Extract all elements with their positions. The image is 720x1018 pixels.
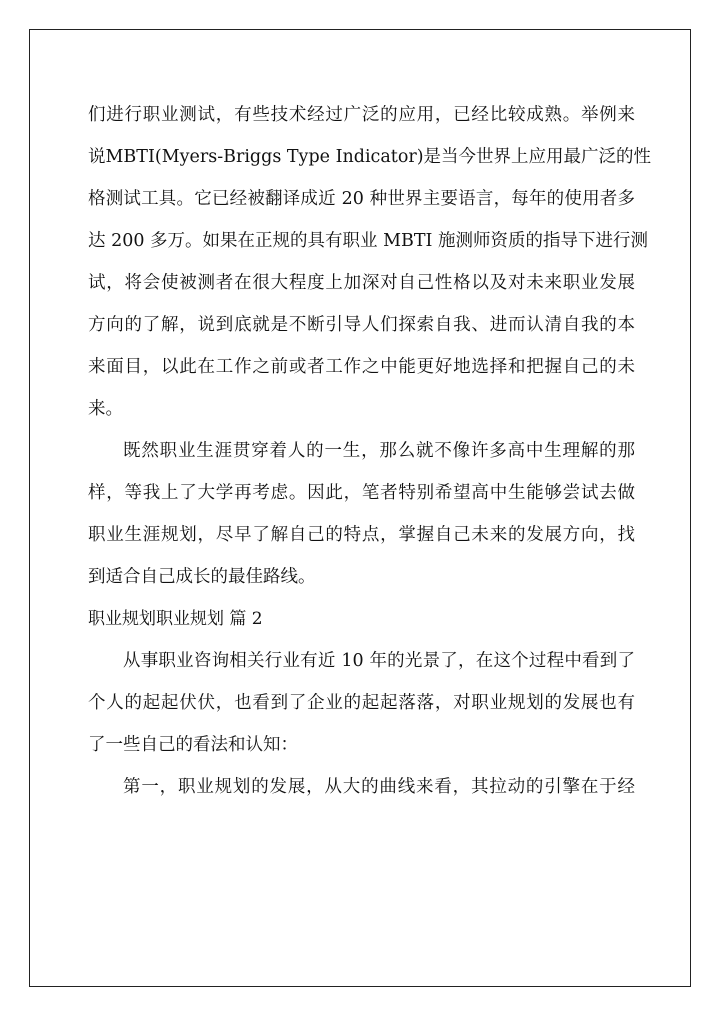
paragraph-experience <box>88 640 635 766</box>
text-line: 格测试工具。它已经被翻译成近 20 种世界主要语言，每年的使用者多 <box>88 189 635 209</box>
section-heading: 职业规划职业规划 篇 2 <box>88 609 263 629</box>
text-line: 达 200 多万。如果在正规的具有职业 MBTI 施测师资质的指导下进行测 <box>88 231 649 251</box>
text-line: 从事职业咨询相关行业有近 10 年的光景了，在这个过程中看到了 <box>123 651 635 671</box>
text-line: 了一些自己的看法和认知： <box>88 735 298 755</box>
text-line: 试，将会使被测者在很大程度上加深对自己性格以及对未来职业发展 <box>88 273 635 293</box>
text-line: 既然职业生涯贯穿着人的一生，那么就不像许多高中生理解的那 <box>123 441 635 461</box>
paragraph-mbti <box>88 94 652 430</box>
document-body <box>88 94 652 808</box>
text-line: 方向的了解，说到底就是不断引导人们探索自我、进而认清自我的本 <box>88 315 635 335</box>
text-line: 个人的起起伏伏，也看到了企业的起起落落，对职业规划的发展也有 <box>88 693 635 713</box>
text-line: 样，等我上了大学再考虑。因此，笔者特别希望高中生能够尝试去做 <box>88 483 635 503</box>
text-line: 们进行职业测试，有些技术经过广泛的应用，已经比较成熟。举例来 <box>88 105 635 125</box>
text-line: 来。 <box>88 399 123 419</box>
text-line: 说MBTI(Myers-Briggs Type Indicator)是当今世界上应用最广泛的性 <box>88 147 652 167</box>
text-line: 到适合自己成长的最佳路线。 <box>88 567 316 587</box>
text-line: 第一，职业规划的发展，从大的曲线来看，其拉动的引擎在于经 <box>123 777 635 797</box>
paragraph-first-point <box>88 766 635 808</box>
paragraph-career-span <box>88 430 635 598</box>
text-line: 来面目，以此在工作之前或者工作之中能更好地选择和把握自己的未 <box>88 357 635 377</box>
text-line: 职业生涯规划，尽早了解自己的特点，掌握自己未来的发展方向，找 <box>88 525 635 545</box>
